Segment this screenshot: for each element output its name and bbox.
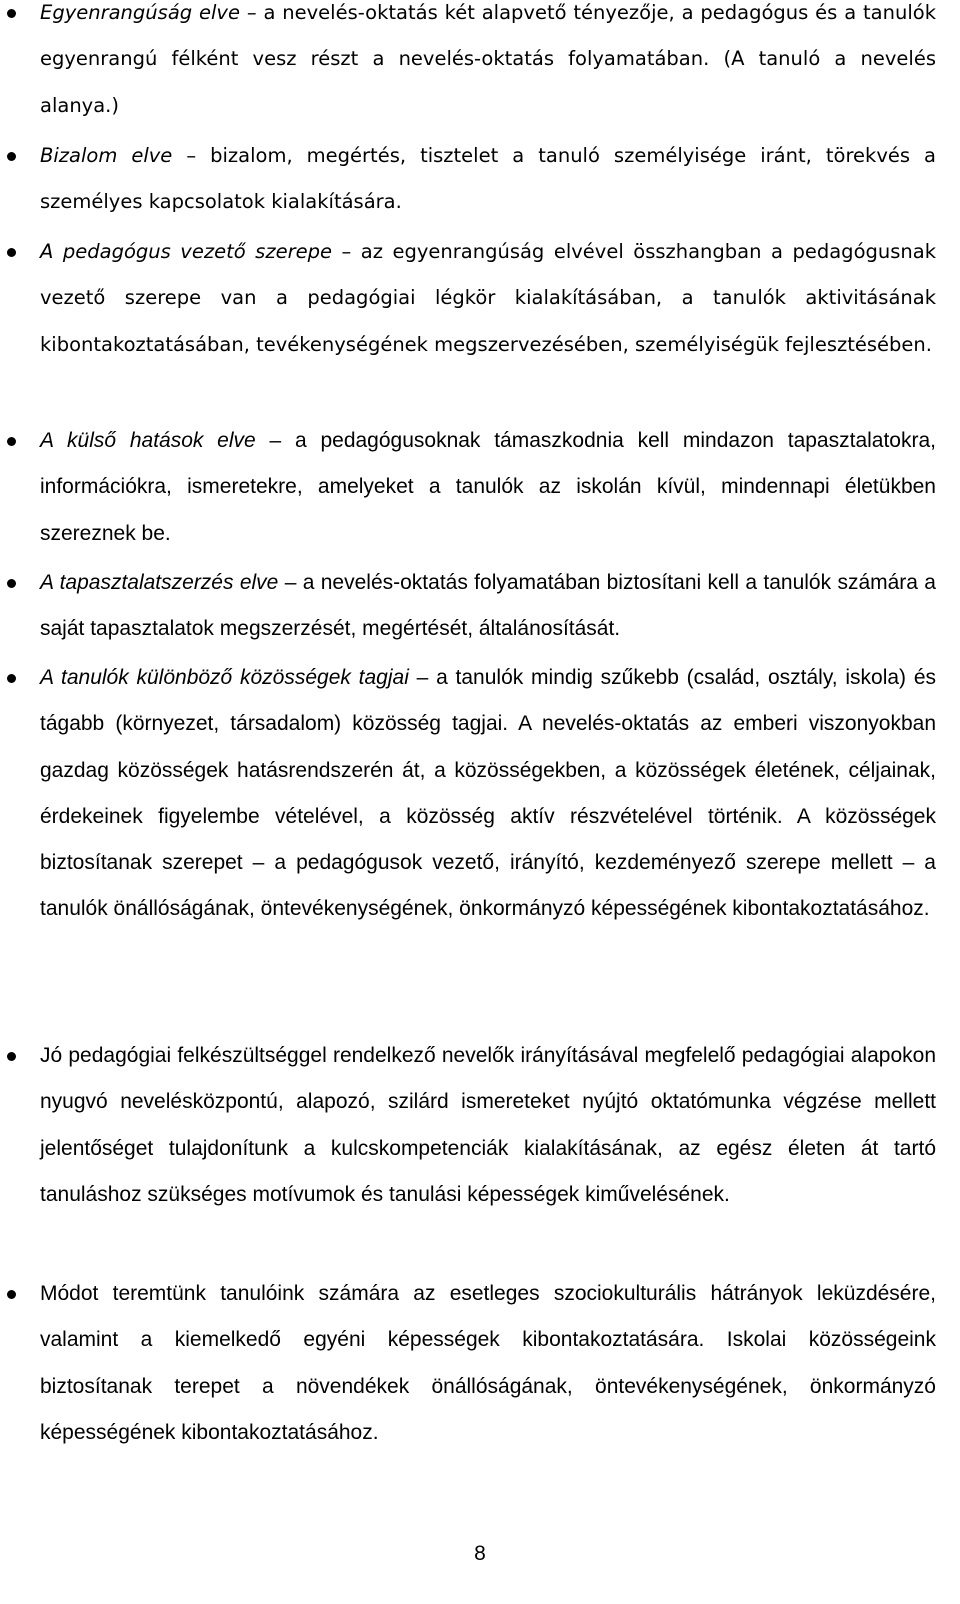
list-item-kulso-hatasok bbox=[40, 418, 936, 557]
text-kulso-hatasok: – a pedagógusoknak támaszkodnia kell mindazon tapasztalatokra, információkra, ismeretekre, amelyeket a tanulók az iskolán kívül, mindennapi életükben szereznek be. bbox=[40, 429, 936, 545]
list-item-kozossegek bbox=[40, 655, 936, 933]
list-item-vezeto-szerep bbox=[40, 229, 936, 368]
term-vezeto-szerep: A pedagógus vezető szerepe bbox=[40, 240, 332, 263]
text-tapasztalatszerzes: – a nevelés-oktatás folyamatában biztosítani kell a tanulók számára a saját tapasztalatok megszerzését, megértését, általánosítását. bbox=[40, 571, 936, 641]
list-item-bizalom bbox=[40, 133, 936, 226]
term-kozossegek: A tanulók különböző közösségek tagjai bbox=[40, 666, 409, 689]
term-egyenrangusag: Egyenrangúság elve bbox=[40, 1, 240, 24]
list-item-felkeszultseg: Jó pedagógiai felkészültséggel rendelkező nevelők irányításával megfelelő pedagógiai alapokon nyugvó nevelésközpontú, alapozó, szilárd ismereteket nyújtó oktatómunka végzése mellett jelentőséget tulajdonítunk a kulcskompetenciák kialakításának, az egész életen át tartó tanuláshoz szükséges motívumok és tanulási képességek kiművelésének. bbox=[40, 1033, 936, 1218]
term-tapasztalatszerzes: A tapasztalatszerzés elve bbox=[40, 571, 279, 594]
text-kozossegek: – a tanulók mindig szűkebb (család, osztály, iskola) és tágabb (környezet, társadalom) közösség tagjai. A nevelés-oktatás az emberi viszonyokban gazdag közösségek hatásrendszerén át, a közösségekben, a közösségek életének, céljainak, érdekeinek figyelembe vételével, a közösség aktív részvételével történik. A közösségek biztosítanak szerepet – a pedagógusok vezető, irányító, kezdeményező szerepe mellett – a tanulók önállóságának, öntevékenységének, önkormányzó képességének kibontakoztatásához. bbox=[40, 666, 936, 921]
page-number: 8 bbox=[474, 1542, 486, 1565]
text-bizalom: – bizalom, megértés, tisztelet a tanuló személyisége iránt, törekvés a személyes kapcsolatok kialakítására. bbox=[40, 144, 936, 214]
text-egyenrangusag: – a nevelés-oktatás két alapvető tényezője, a pedagógus és a tanulók egyenrangú félként vesz részt a nevelés-oktatás folyamatában. (A tanuló a nevelés alanya.) bbox=[40, 1, 936, 117]
term-bizalom: Bizalom elve bbox=[40, 144, 173, 167]
term-kulso-hatasok: A külső hatások elve bbox=[40, 429, 256, 452]
list-item-modot-teremtunk: Módot teremtünk tanulóink számára az esetleges szociokulturális hátrányok leküzdésére, valamint a kiemelkedő egyéni képességek kibontakoztatására. Iskolai közösségeink biztosítanak terepet a növendékek önállóságának, öntevékenységének, önkormányzó képességének kibontakoztatásához. bbox=[40, 1271, 936, 1456]
list-item-egyenrangusag bbox=[40, 0, 936, 129]
text-vezeto-szerep: – az egyenrangúság elvével összhangban a pedagógusnak vezető szerepe van a pedagógiai légkör kialakításában, a tanulók aktivitásának kibontakoztatásában, tevékenységének megszervezésében, személyiségük fejlesztésében. bbox=[40, 240, 936, 356]
list-item-tapasztalatszerzes bbox=[40, 560, 936, 653]
